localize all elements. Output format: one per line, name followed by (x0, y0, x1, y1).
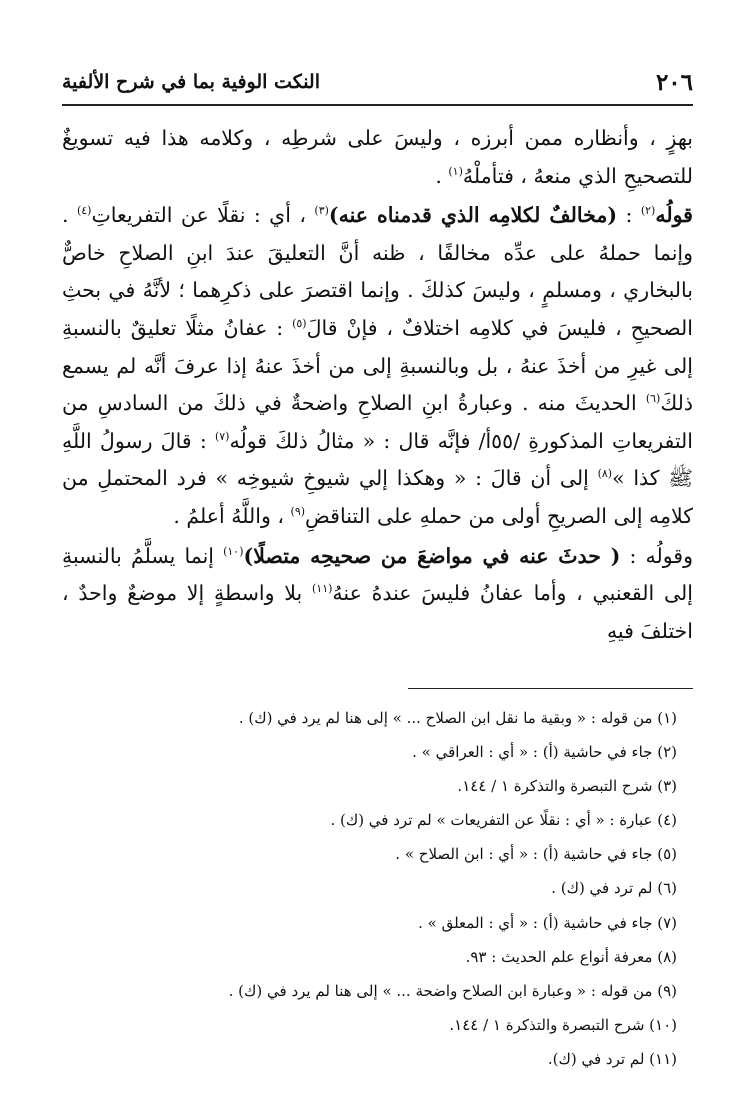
paragraph-1 (62, 120, 693, 195)
page-number: ٢٠٦ (655, 68, 693, 96)
text-run: : قالَ رسولُ اللَّهِ ﷺ كذا » (62, 428, 694, 491)
footnote-item: (٥) جاء في حاشية (أ) : « أي : ابن الصلاح » . (395, 845, 677, 864)
footnote-item: (١١) لم ترد في (ك). (547, 1049, 677, 1068)
commentary-label: قولُه (655, 203, 693, 228)
paragraph-3 (62, 538, 693, 651)
footnote-item: (٧) جاء في حاشية (أ) : « أي : المعلق » . (418, 913, 677, 932)
footnote-ref: (١١) (312, 582, 333, 596)
text-run: بهزٍ ، وأنظاره ممن أبرزه ، وليسَ على شرطِه ، وكلامه هذا فيه تسويغٌ للتصحيحِ الذي منعهُ ، فتأملْهُ (62, 126, 693, 188)
text-run: : (617, 203, 641, 228)
text-run: ، واللَّهُ أعلمُ . (173, 503, 291, 528)
footnote-item: (٩) من قوله : « وعبارة ابن الصلاح واضحة ... » إلى هنا لم يرد في (ك) . (228, 981, 677, 1000)
paragraph-2 (62, 197, 693, 535)
footnote-item: (٢) جاء في حاشية (أ) : « أي : العراقي » . (412, 743, 677, 762)
text-run: إنما يسلَّمُ بالنسبةِ إلى القعنبي ، وأما عفانُ فليسَ عندهُ عنهُ (62, 543, 693, 606)
text-run: بلا واسطةٍ إلا موضعٌ واحدٌ ، اختلفَ فيهِ (62, 581, 693, 643)
footnote-ref: (٢) (640, 204, 656, 218)
footnote-ref: (٤) (76, 204, 92, 218)
quoted-matn: (مخالفٌ لكلامِه الذي قدمناه عنه) (328, 203, 618, 228)
footnote-item: (٨) معرفة أنواع علم الحديث : ٩٣. (465, 947, 677, 966)
text-run: إلى أن قالَ : « وهكذا إلي شيوخِ شيوخِه » فرد المحتملِ من كلامِه إلى الصريحِ أولى من حملهِ على التناقضِ (62, 466, 693, 528)
text-run: ، أي : نقلًا عن التفريعاتِ (91, 203, 315, 228)
footnote-ref: (٥) (292, 317, 307, 331)
footnote-ref: (٨) (597, 467, 613, 481)
footnote-ref: (١٠) (223, 544, 244, 558)
quoted-matn: ( حدثَ عنه في مواضعَ من صحيحِه متصلًا) (243, 543, 621, 568)
footnote-ref: (١) (448, 164, 463, 178)
footnote-ref: (٦) (645, 392, 661, 406)
page-header (62, 60, 693, 106)
running-title: النكت الوفية بما في شرح الألفية (62, 71, 320, 93)
footnote-item: (٣) شرح التبصرة والتذكرة ١ / ١٤٤. (457, 777, 677, 796)
footnote-ref: (٧) (214, 429, 230, 443)
footnote-separator (408, 688, 693, 689)
footnote-item: (٦) لم ترد في (ك) . (551, 879, 677, 898)
text-run: الحديثَ منه . وعبارةُ ابنِ الصلاحِ واضحةٌ في ذلكَ من السادسِ من التفريعاتِ المذكورةِ /٥٥أ/ فإنَّه قال : « مثالُ ذلكَ قولُه (62, 391, 694, 453)
text-run: وقولُه : (620, 543, 694, 568)
footnotes-list (62, 701, 693, 1076)
footnote-item: (١) من قوله : « وبقية ما نقل ابن الصلاح ... » إلى هنا لم يرد في (ك) . (238, 709, 677, 727)
main-text (62, 120, 693, 650)
text-run: . (435, 163, 449, 188)
footnote-ref: (٣) (314, 204, 329, 218)
footnote-ref: (٩) (290, 505, 306, 519)
footnote-item: (١٠) شرح التبصرة والتذكرة ١ / ١٤٤. (449, 1015, 677, 1034)
footnote-item: (٤) عبارة : « أي : نقلًا عن التفريعات » لم ترد في (ك) . (330, 811, 677, 830)
text-run: . وإنما حملهُ على عدِّه مخالفًا ، ظنه أنَّ التعليقَ عندَ ابنِ الصلاحِ خاصٌّ بالبخاري ، ومسلمٍ ، وليسَ كذلكَ . وإنما اقتصرَ على ذكرِهما ؛ لأنَّهُ في بحثِ الصحيحِ ، فليسَ في كلامِه اختلافٌ ، فإنْ قالَ (62, 203, 693, 340)
text-run: : عفانُ مثلًا تعليقٌ بالنسبةِ إلى غيرِ من أخذَ عنهُ ، بل وبالنسبةِ إلى من أخذَ عنهُ إذا عرفَ أنَّه لم يسمع ذلكَ (62, 315, 693, 416)
